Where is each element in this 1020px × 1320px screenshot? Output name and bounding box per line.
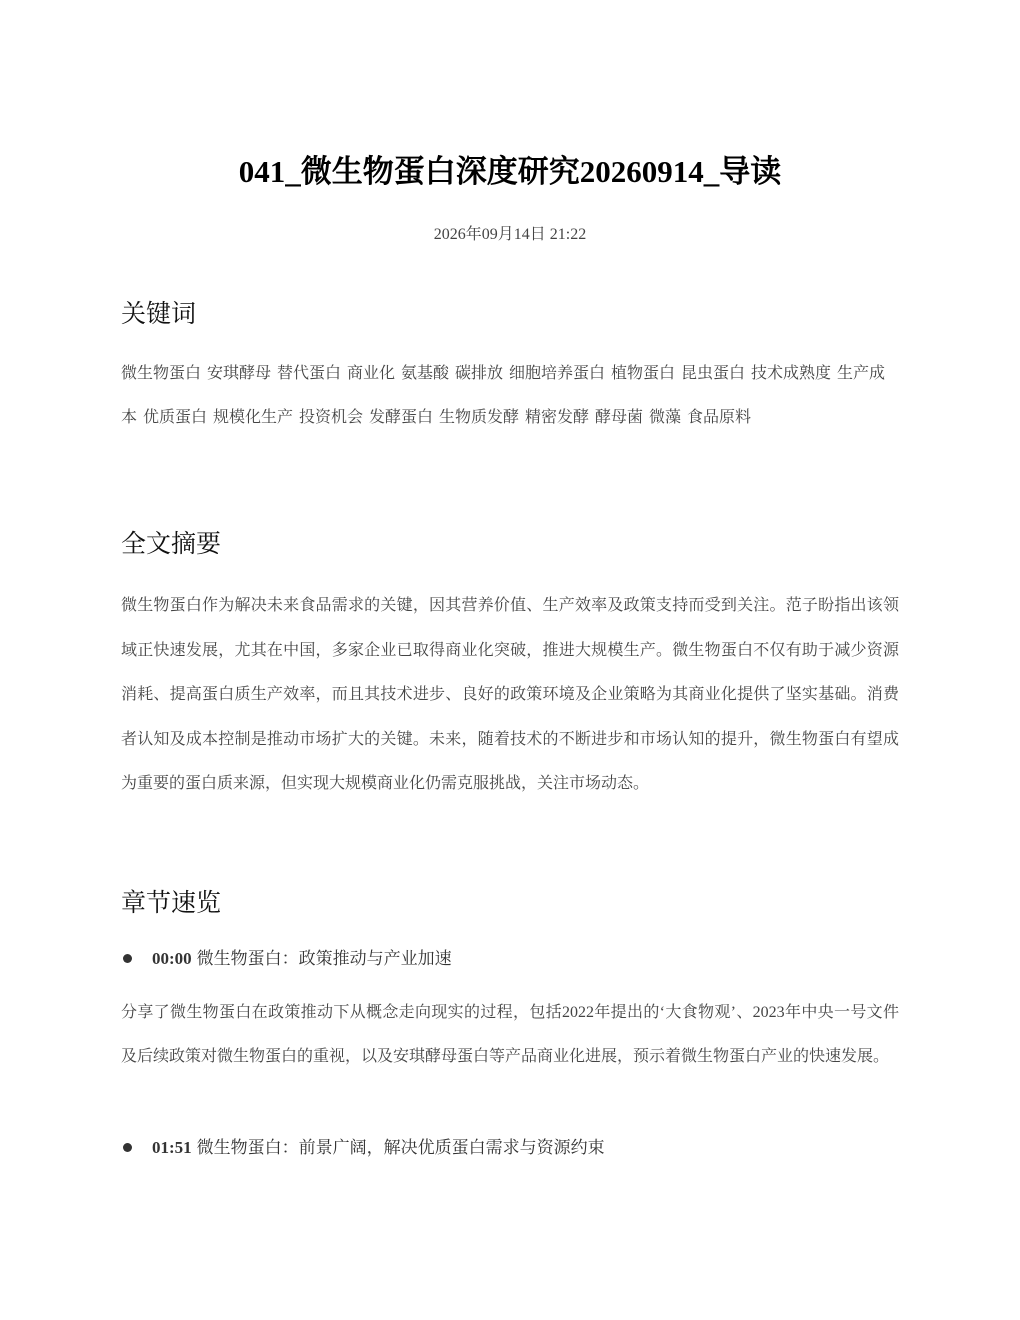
summary-text: 微生物蛋白作为解决未来食品需求的关键，因其营养价值、生产效率及政策支持而受到关注。范子盼指出该领域正快速发展，尤其在中国，多家企业已取得商业化突破，推进大规模生产。微生物蛋白不仅有助于减少资源消耗、提高蛋白质生产效率，而且其技术进步、良好的政策环境及企业策略为其商业化提供了坚实基础。消费者认知及成本控制是推动市场扩大的关键。未来，随着技术的不断进步和市场认知的提升，微生物蛋白有望成为重要的蛋白质来源，但实现大规模商业化仍需克服挑战，关注市场动态。: [121, 597, 899, 792]
chapter-title: 微生物蛋白：政策推动与产业加速: [196, 948, 452, 968]
document-title: 041_微生物蛋白深度研究20260914_导读: [238, 154, 782, 189]
chapter-item: [121, 947, 899, 1080]
summary-heading: 全文摘要: [121, 531, 222, 558]
chapter-title-row: [121, 1136, 899, 1160]
keywords-heading: 关键词: [121, 301, 197, 328]
chapter-description: 分享了微生物蛋白在政策推动下从概念走向现实的过程，包括2022年提出的‘大食物观’、2023年中央一号文件及后续政策对微生物蛋白的重视，以及安琪酵母蛋白等产品商业化进展，预示着微生物蛋白产业的快速发展。: [121, 1003, 899, 1065]
chapter-timestamp: 01:51: [152, 1137, 192, 1157]
chapter-title: 微生物蛋白：前景广阔，解决优质蛋白需求与资源约束: [196, 1137, 605, 1157]
chapters-heading: 章节速览: [121, 889, 222, 917]
chapter-timestamp: 00:00: [152, 948, 192, 968]
bullet-icon: [123, 1143, 132, 1152]
keywords-list: 微生物蛋白 安琪酵母 替代蛋白 商业化 氨基酸 碳排放 细胞培养蛋白 植物蛋白 昆虫蛋白 技术成熟度 生产成本 优质蛋白 规模化生产 投资机会 发酵蛋白 生物质发酵 精密发酵 酵母菌 微藻 食品原料: [121, 365, 886, 426]
chapter-item: [121, 1136, 899, 1160]
chapter-title-row: [121, 947, 899, 971]
document-date: 2026年09月14日 21:22: [433, 226, 587, 243]
bullet-icon: [123, 954, 132, 963]
